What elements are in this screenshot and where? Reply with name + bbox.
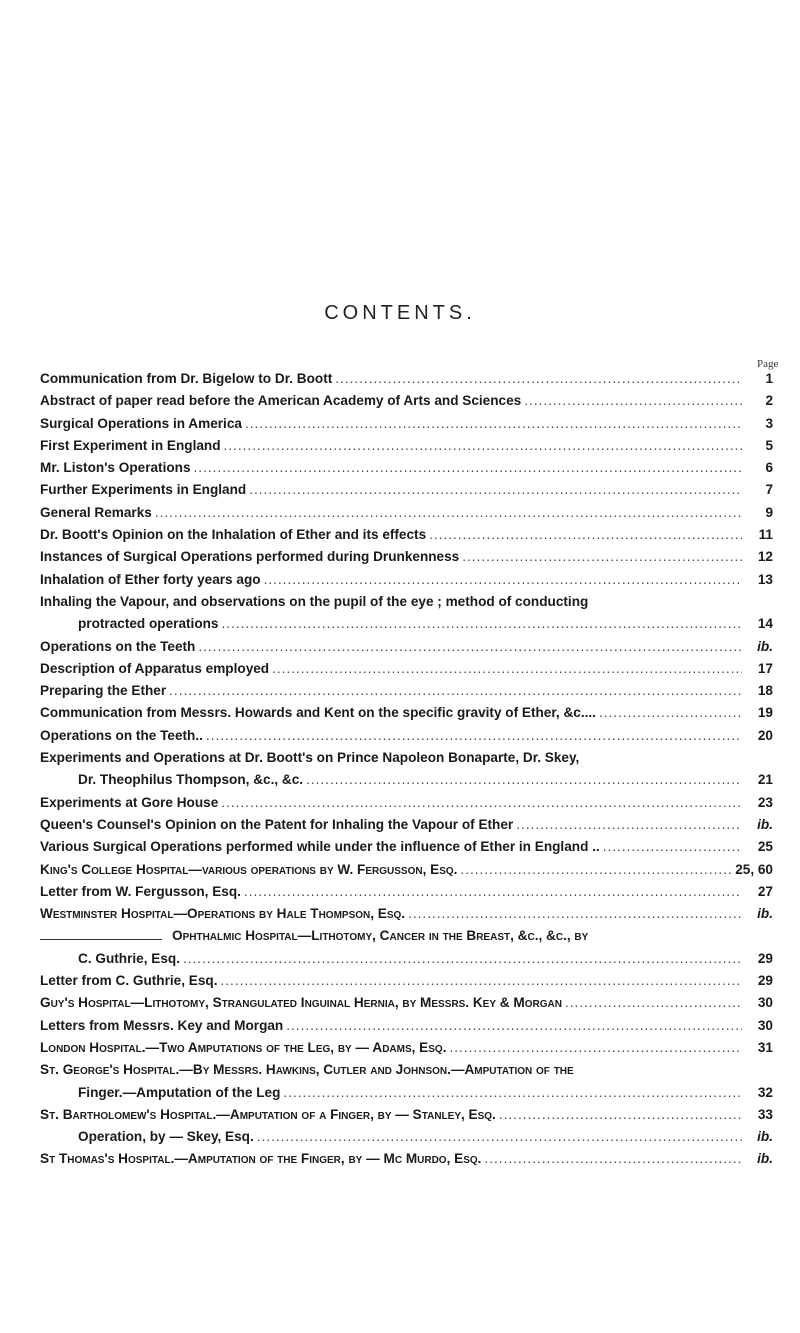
toc-entry: Experiments and Operations at Dr. Boott's on Prince Napoleon Bonaparte, Dr. Skey, (40, 750, 580, 766)
toc-entry: Guy's Hospital—Lithotomy, Strangulated Inguinal Hernia, by Messrs. Key & Morgan ..... 30 (40, 992, 773, 1014)
toc-entry-continuation: Dr. Theophilus Thompson, &c., &c. ..... 21 (40, 769, 773, 791)
page-title: CONTENTS. (324, 302, 476, 324)
toc-entry: Ophthalmic Hospital—Lithotomy, Cancer in the Breast, &c., &c., by (40, 925, 773, 947)
toc-entry: Operations on the Teeth.. ..... 20 (40, 725, 773, 747)
toc-entry: Letter from W. Fergusson, Esq. ..... 27 (40, 881, 773, 903)
toc-entry: Communication from Dr. Bigelow to Dr. Boott ..... 1 (40, 368, 773, 390)
toc-entry: Operations on the Teeth ..... ib. (40, 636, 773, 658)
toc-entry: St Thomas's Hospital.—Amputation of the Finger, by — Mc Murdo, Esq. ..... ib. (40, 1148, 773, 1170)
toc-entry: London Hospital.—Two Amputations of the Leg, by — Adams, Esq. ..... 31 (40, 1037, 773, 1059)
toc-entry: Queen's Counsel's Opinion on the Patent for Inhaling the Vapour of Ether ..... ib. (40, 814, 773, 836)
toc-entry: Letter from C. Guthrie, Esq. ..... 29 (40, 970, 773, 992)
toc-entry: King's College Hospital—various operations by W. Fergusson, Esq. ..... 25, 60 (40, 859, 773, 881)
ditto-rule (40, 939, 162, 940)
toc-entry: Letters from Messrs. Key and Morgan ..... 30 (40, 1015, 773, 1037)
toc-entry: Surgical Operations in America ..... 3 (40, 413, 773, 435)
toc-entry: Description of Apparatus employed ..... 17 (40, 658, 773, 680)
toc-entry: St. George's Hospital.—By Messrs. Hawkins, Cutler and Johnson.—Amputation of the (40, 1062, 574, 1078)
toc-entry: Various Surgical Operations performed while under the influence of Ether in England .. ..... 25 (40, 836, 773, 858)
toc-entry: Preparing the Ether ..... 18 (40, 680, 773, 702)
toc-entry: Abstract of paper read before the American Academy of Arts and Sciences ..... 2 (40, 390, 773, 412)
toc-entry: Experiments at Gore House ..... 23 (40, 792, 773, 814)
toc-entry: Dr. Boott's Opinion on the Inhalation of Ether and its effects ..... 11 (40, 524, 773, 546)
toc-entry: Further Experiments in England ..... 7 (40, 479, 773, 501)
toc-entry: Communication from Messrs. Howards and Kent on the specific gravity of Ether, &c.... ..... 19 (40, 702, 773, 724)
toc-entry: Mr. Liston's Operations ..... 6 (40, 457, 773, 479)
toc-entry-continuation: protracted operations ..... 14 (40, 613, 773, 635)
toc-entry: First Experiment in England ..... 5 (40, 435, 773, 457)
toc-entry: St. Bartholomew's Hospital.—Amputation of a Finger, by — Stanley, Esq. ..... 33 (40, 1104, 773, 1126)
toc-entry-continuation: C. Guthrie, Esq. ..... 29 (40, 948, 773, 970)
contents-list (40, 368, 773, 1171)
toc-entry: Westminster Hospital—Operations by Hale Thompson, Esq. ..... ib. (40, 903, 773, 925)
page-column-label: Page (757, 358, 779, 370)
toc-entry: Inhaling the Vapour, and observations on the pupil of the eye ; method of conducting (40, 593, 589, 609)
toc-entry: Inhalation of Ether forty years ago ..... 13 (40, 569, 773, 591)
toc-entry: General Remarks ..... 9 (40, 502, 773, 524)
toc-entry-continuation: Operation, by — Skey, Esq. ..... ib. (40, 1126, 773, 1148)
toc-entry-continuation: Finger.—Amputation of the Leg ..... 32 (40, 1082, 773, 1104)
toc-entry: Instances of Surgical Operations performed during Drunkenness ..... 12 (40, 546, 773, 568)
